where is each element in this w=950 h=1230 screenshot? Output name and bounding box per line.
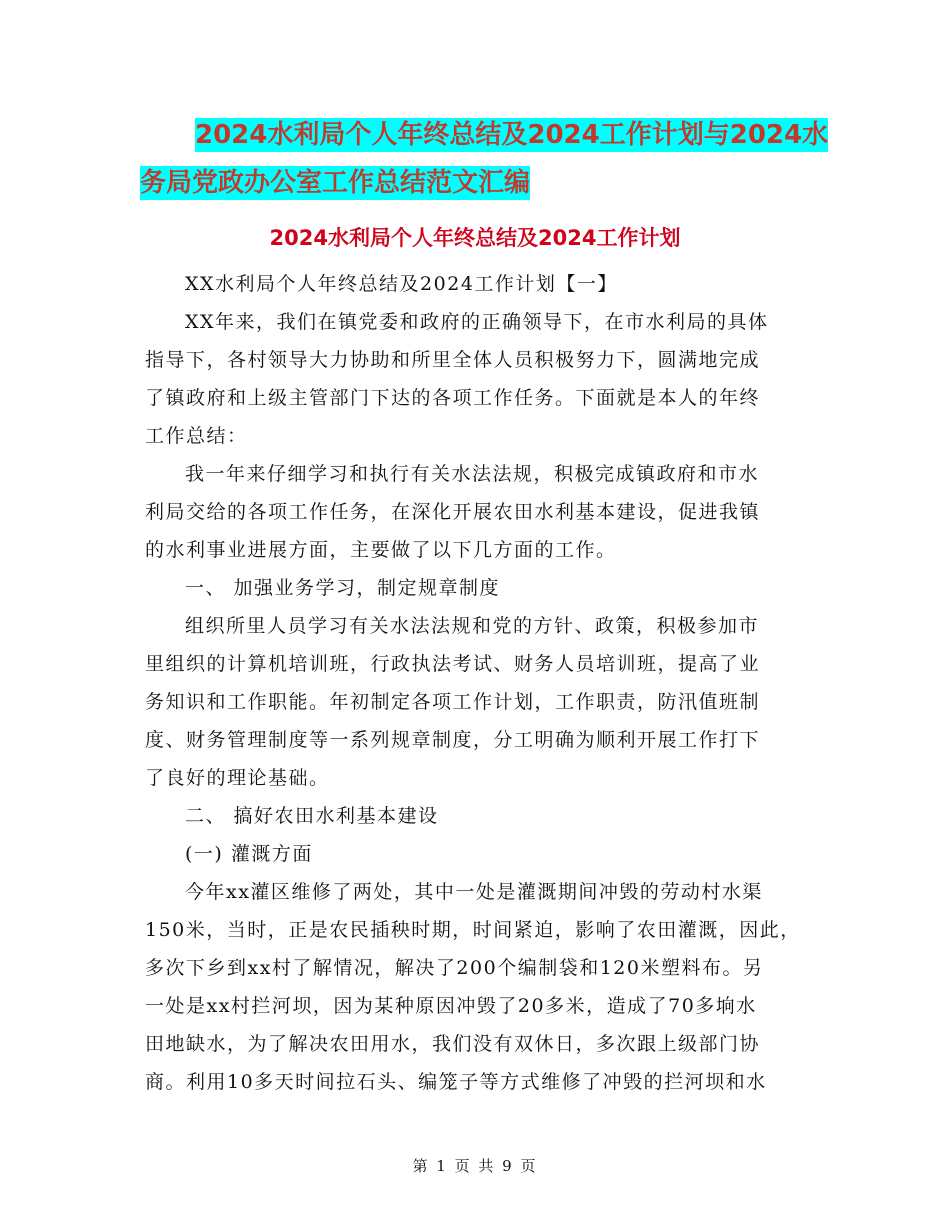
paragraph-line: 了镇政府和上级主管部门下达的各项工作任务。下面就是本人的年终 (145, 387, 761, 409)
paragraph-line: 了良好的理论基础。 (145, 767, 330, 789)
paragraph-line: 务知识和工作职能。年初制定各项工作计划，工作职责，防汛值班制 (145, 691, 761, 713)
paragraph-line: 商。利用10多天时间拉石头、编笼子等方式维修了冲毁的拦河坝和水 (145, 1071, 767, 1093)
paragraph-line: XX水利局个人年终总结及2024工作计划【一】 (185, 273, 618, 295)
section-title: 2024水利局个人年终总结及2024工作计划 (269, 226, 681, 250)
title-line-1: 2024水利局个人年终总结及2024工作计划与2024水 (195, 120, 829, 150)
paragraph-line: 今年xx灌区维修了两处，其中一处是灌溉期间冲毁的劳动村水渠 (185, 881, 763, 903)
paragraph-line: 组织所里人员学习有关水法法规和党的方针、政策，积极参加市 (185, 615, 760, 637)
paragraph-line: 工作总结： (145, 425, 248, 447)
paragraph-line: 的水利事业进展方面，主要做了以下几方面的工作。 (145, 539, 617, 561)
paragraph-line: 指导下，各村领导大力协助和所里全体人员积极努力下，圆满地完成 (145, 349, 761, 371)
page-footer: 第 1 页 共 9 页 (412, 1157, 538, 1175)
paragraph-line: 田地缺水，为了解决农田用水，我们没有双休日，多次跟上级部门协 (145, 1033, 761, 1055)
paragraph-line: 一处是xx村拦河坝，因为某种原因冲毁了20多米，造成了70多垧水 (145, 995, 757, 1017)
paragraph-line: 度、财务管理制度等一系列规章制度，分工明确为顺利开展工作打下 (145, 729, 761, 751)
paragraph-line: 里组织的计算机培训班，行政执法考试、财务人员培训班，提高了业 (145, 653, 761, 675)
paragraph-line: 利局交给的各项工作任务，在深化开展农田水利基本建设，促进我镇 (145, 501, 761, 523)
paragraph-line: 一、 加强业务学习，制定规章制度 (185, 577, 501, 599)
paragraph-line: 150米，当时，正是农民插秧时期，时间紧迫，影响了农田灌溉，因此， (145, 919, 801, 941)
paragraph-line: (一) 灌溉方面 (185, 843, 313, 865)
paragraph-line: 我一年来仔细学习和执行有关水法法规，积极完成镇政府和市水 (185, 463, 760, 485)
paragraph-line: 多次下乡到xx村了解情况，解决了200个编制袋和120米塑料布。另 (145, 957, 764, 979)
paragraph-line: 二、 搞好农田水利基本建设 (185, 805, 439, 827)
title-line-2: 务局党政办公室工作总结范文汇编 (140, 168, 531, 198)
paragraph-line: XX年来，我们在镇党委和政府的正确领导下，在市水利局的具体 (185, 311, 769, 333)
